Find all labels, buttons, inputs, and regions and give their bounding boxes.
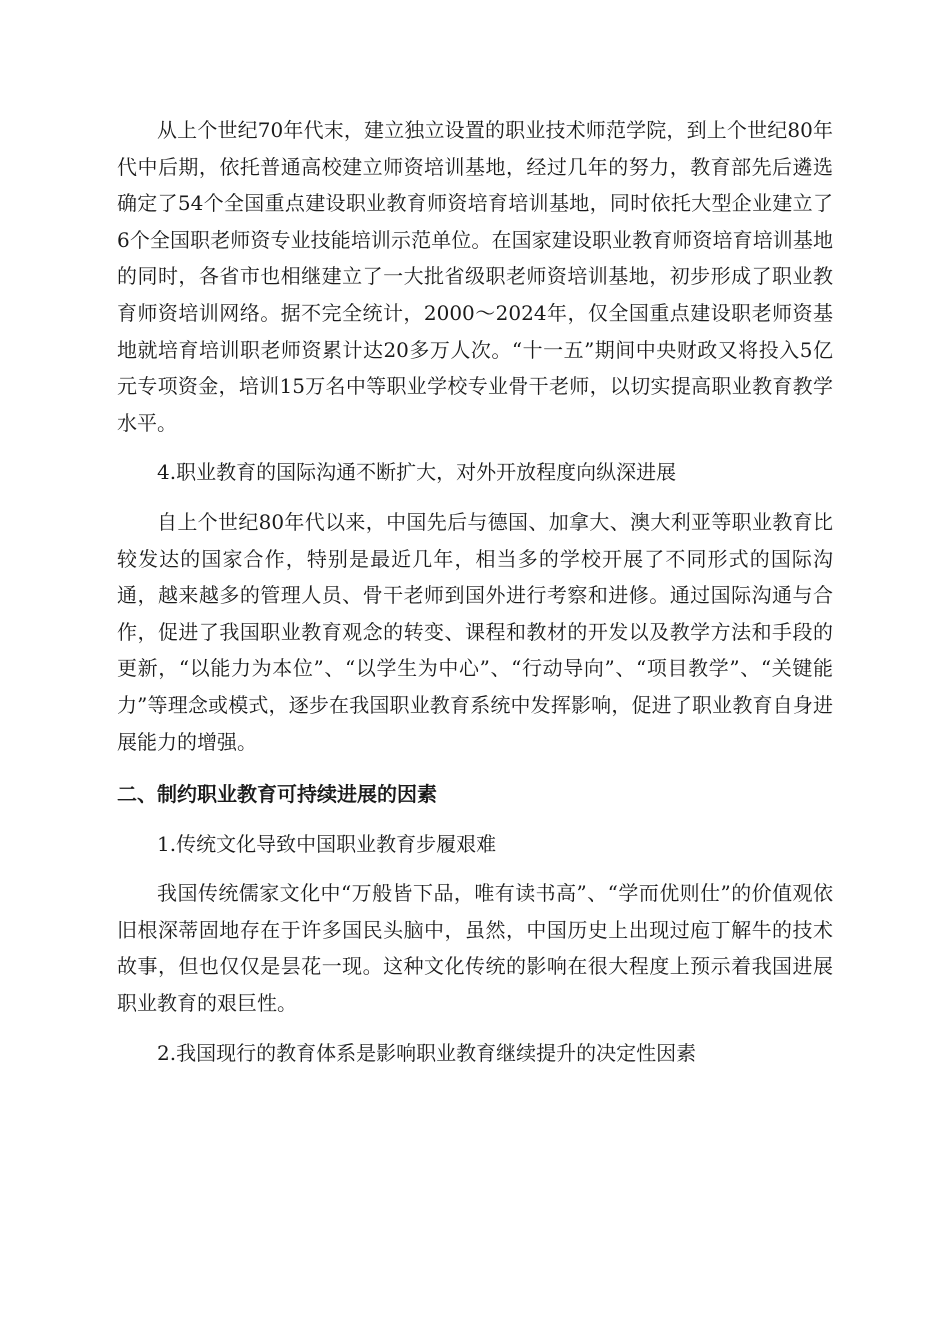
spacer <box>117 441 833 454</box>
paragraph-confucian-values: 我国传统儒家文化中“万般皆下品，唯有读书高”、“学而优则仕”的价值观依旧根深蒂固地存在于许多国民头脑中，虽然，中国历史上出现过庖丁解牛的技术故事，但也仅仅是昙花一现。这种文化传统的影响在很大程度上预示着我国进展职业教育的艰巨性。 <box>117 881 833 1016</box>
document-page <box>117 112 833 1071</box>
item-heading-international-exchange: 4.职业教育的国际沟通不断扩大，对外开放程度向纵深进展 <box>157 460 677 485</box>
spacer <box>117 813 833 826</box>
spacer <box>117 760 833 776</box>
item-heading-traditional-culture: 1.传统文化导致中国职业教育步履艰难 <box>157 831 497 856</box>
spacer <box>117 862 833 875</box>
item-heading-education-system: 2.我国现行的教育体系是影响职业教育继续提升的决定性因素 <box>157 1040 697 1065</box>
spacer <box>117 1022 833 1035</box>
spacer <box>117 491 833 504</box>
paragraph-international-cooperation: 自上个世纪80年代以来，中国先后与德国、加拿大、澳大利亚等职业教育比较发达的国家合作，特别是最近几年，相当多的学校开展了不同形式的国际沟通，越来越多的管理人员、骨干老师到国外进行考察和进修。通过国际沟通与合作，促进了我国职业教育观念的转变、课程和教材的开发以及教学方法和手段的更新，“以能力为本位”、“以学生为中心”、“行动导向”、“项目教学”、“关键能力”等理念或模式，逐步在我国职业教育系统中发挥影响，促进了职业教育自身进展能力的增强。 <box>117 509 833 754</box>
paragraph-teacher-training: 从上个世纪70年代末，建立独立设置的职业技术师范学院，到上个世纪80年代中后期，依托普通高校建立师资培训基地，经过几年的努力，教育部先后遴选确定了54个全国重点建设职业教育师资培育培训基地，同时依托大型企业建立了6个全国职老师资专业技能培训示范单位。在国家建设职业教育师资培育培训基地的同时，各省市也相继建立了一大批省级职老师资培训基地，初步形成了职业教育师资培训网络。据不完全统计，2000～2024年，仅全国重点建设职老师资基地就培育培训职老师资累计达20多万人次。“十一五”期间中央财政又将投入5亿元专项资金，培训15万名中等职业学校专业骨干老师，以切实提高职业教育教学水平。 <box>117 118 833 435</box>
section-heading-constraints: 二、制约职业教育可持续进展的因素 <box>117 782 437 807</box>
